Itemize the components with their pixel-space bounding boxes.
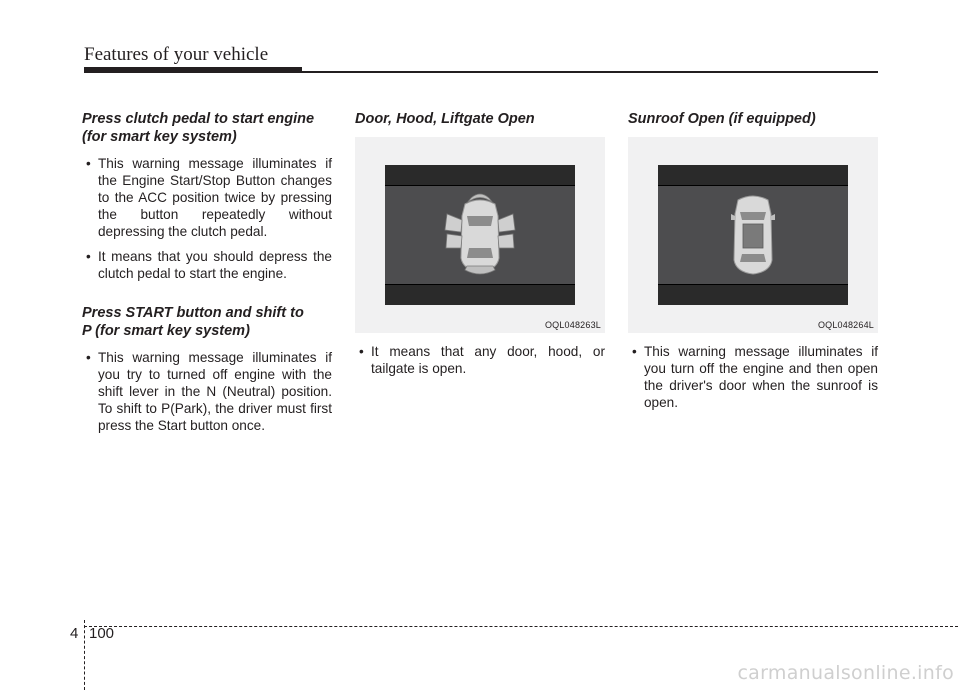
footer-rule — [84, 626, 958, 627]
header-rule-thin — [84, 71, 878, 73]
list-item: • This warning message illuminates if you try to turned off engine with the shift lever in the N (Neutral) position. To shift to P(Park), the driver must first press the Start button once. — [82, 349, 332, 434]
list-item: • This warning message illuminates if you turn off the engine and then open the driver's door when the sunroof is open. — [628, 343, 878, 411]
list-item: • It means that any door, hood, or tailgate is open. — [355, 343, 605, 377]
figure-door-open — [355, 137, 605, 333]
section-heading-start-shift: Press START button and shift to P (for smart key system) — [82, 305, 304, 339]
chapter-number: 4 — [70, 625, 79, 642]
figure-code: OQL048263L — [544, 320, 601, 330]
section-heading-sunroof-open: Sunroof Open (if equipped) — [628, 111, 816, 127]
list-item: • It means that you should depress the clutch pedal to start the engine. — [82, 248, 332, 282]
footer-divider — [84, 620, 85, 690]
column-left — [82, 110, 332, 456]
car-sunroof-open-icon — [658, 186, 848, 284]
column-right — [628, 110, 878, 433]
page-number: 100 — [89, 625, 115, 642]
bullet-list-sunroof-open — [628, 343, 878, 411]
list-item: • This warning message illuminates if the Engine Start/Stop Button changes to the ACC position twice by pressing the button repeatedly without depressing the clutch pedal. — [82, 155, 332, 240]
bullet-list-clutch — [82, 155, 332, 282]
bullet-list-start-shift — [82, 349, 332, 434]
figure-code: OQL048264L — [817, 320, 874, 330]
bullet-list-door-open — [355, 343, 605, 377]
car-doors-open-icon — [385, 186, 575, 284]
section-heading-door-open: Door, Hood, Liftgate Open — [355, 111, 535, 127]
cluster-display — [658, 165, 848, 305]
watermark: carmanualsonline.info — [737, 662, 954, 684]
header-title: Features of your vehicle — [84, 44, 269, 65]
cluster-display — [385, 165, 575, 305]
section-heading-clutch: Press clutch pedal to start engine (for smart key system) — [82, 111, 315, 145]
figure-sunroof-open — [628, 137, 878, 333]
column-middle — [355, 110, 605, 399]
